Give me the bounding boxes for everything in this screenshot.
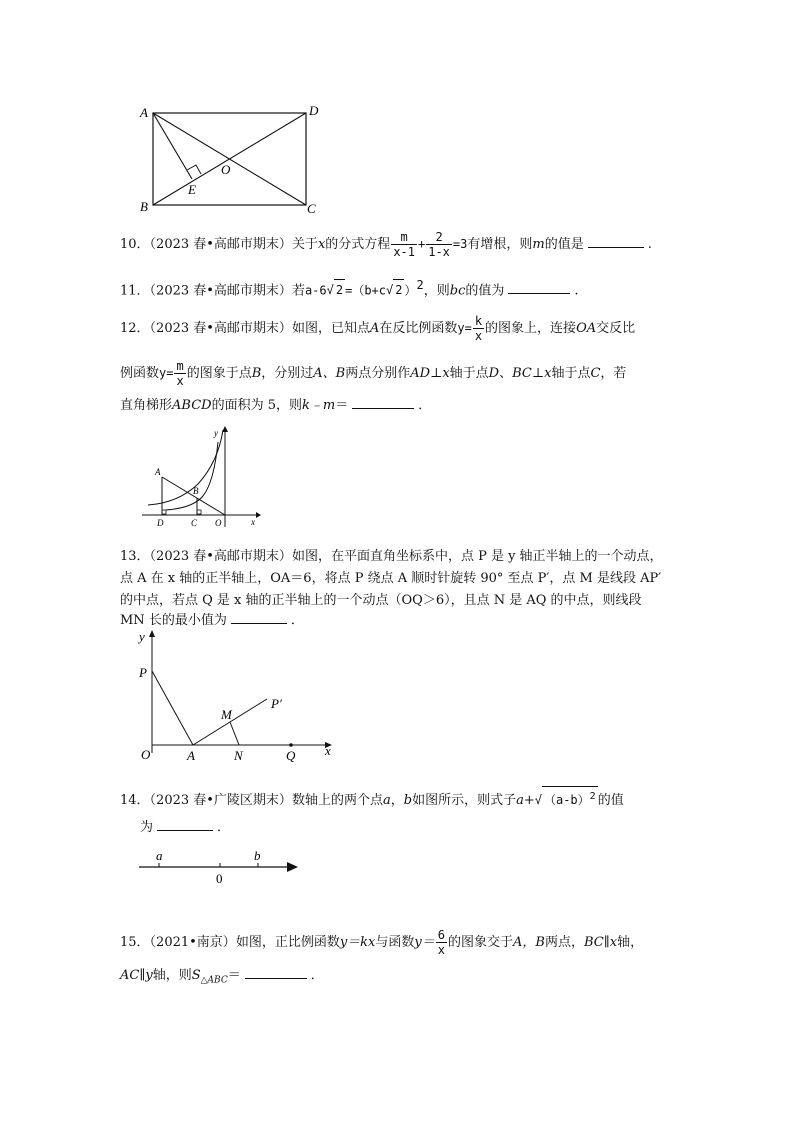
q15-answer-blank[interactable]	[245, 966, 307, 979]
q12-text-5: 例函数	[120, 366, 160, 381]
label-e: E	[188, 182, 196, 197]
q12-point-c: C	[590, 366, 601, 381]
right-angle-c	[197, 510, 201, 514]
question-13-line-3	[120, 591, 642, 611]
q11-var-bc: bc	[449, 283, 466, 299]
label-y: y	[214, 428, 218, 438]
rotation-figure	[135, 625, 340, 765]
q12-number: 12．	[120, 321, 150, 336]
label-a: a	[156, 848, 163, 863]
label-d: D	[157, 518, 164, 528]
q12-fraction-k	[473, 314, 484, 343]
q10-var-m: m	[532, 237, 545, 252]
q14-var-b: b	[403, 793, 413, 808]
label-m: M	[221, 707, 232, 722]
q14-expr-a: a+	[516, 793, 535, 808]
label-p-prime: P′	[271, 696, 282, 711]
q12-frac2-num: m	[176, 359, 184, 373]
q11-text-post: ，则	[423, 283, 450, 299]
question-14-line-2	[140, 818, 230, 838]
q12-text-13: 的面积为 5，则	[211, 398, 302, 413]
q15-equals: ＝	[227, 968, 241, 983]
q12-text-6: 的图象于点	[186, 366, 252, 381]
q12-source: （2023 春•高邮市期末）	[149, 321, 292, 336]
q14-comma: ，	[390, 793, 404, 808]
label-a: A	[140, 105, 148, 120]
q11-expr-close: ）	[404, 283, 417, 298]
q15-ac: AC	[120, 968, 140, 983]
q12-text-1: 如图，已知点	[291, 321, 370, 336]
q14-text-2: 如图所示，则式子	[412, 793, 517, 808]
label-b: B	[193, 486, 199, 496]
segment-mn	[230, 722, 239, 745]
q12-point-a: A	[369, 321, 380, 336]
q12-end: ．	[418, 398, 432, 413]
q10-number: 10．	[120, 237, 150, 252]
q10-equals: =3	[452, 237, 468, 251]
q13-source: （2023 春•高邮市期末）	[149, 549, 292, 564]
q12-text-11: ，若	[600, 366, 627, 381]
q10-frac2-den: 1-x	[428, 245, 450, 259]
question-11: 11．（2023 春•高邮市期末）若a-6√ 2 =（b+c√ 2 ）$^2$，则bc的值为 .	[120, 278, 579, 299]
q10-frac1-den: x-1	[393, 245, 415, 259]
q10-plus: +	[418, 237, 426, 251]
question-13-line-2	[120, 569, 661, 589]
q13-answer-blank[interactable]	[231, 611, 287, 624]
q11-sqrt: √ 2	[327, 283, 345, 297]
q12-text-3: 的图象上，连接	[485, 321, 577, 336]
q12-perp-2: ⊥	[531, 366, 545, 381]
q12-ad: AD	[410, 366, 431, 381]
q13-text-3: 的中点，若点 Q 是 x 轴的正半轴上的一个动点（OQ＞6），且点 N 是 AQ 的中点，则线段	[120, 593, 642, 608]
point-q	[289, 743, 293, 747]
rectangle-figure	[130, 100, 330, 215]
q14-power: 2	[589, 791, 596, 802]
q14-source: （2023 春•广陵区期末）	[149, 793, 292, 808]
q12-text-12: 直角梯形	[120, 398, 173, 413]
q15-parallel-1: ∥	[603, 935, 610, 950]
label-c: C	[307, 201, 316, 215]
label-y: y	[139, 629, 145, 644]
q10-frac2-num: 2	[426, 230, 452, 245]
label-o: O	[141, 747, 151, 762]
q10-source: （2023 春•高邮市期末）	[149, 237, 292, 252]
q12-frac2-den: x	[176, 374, 184, 388]
q15-fraction	[436, 928, 447, 957]
q15-text-5: 轴，	[617, 935, 644, 950]
label-o: O	[215, 518, 222, 528]
q15-number: 15．	[120, 935, 150, 950]
q12-text-7: ，分别过	[261, 366, 314, 381]
segment-pa	[152, 671, 193, 745]
q14-answer-blank[interactable]	[157, 818, 213, 831]
q14-var-a: a	[382, 793, 391, 808]
q12-point-d: D	[488, 366, 500, 381]
q15-s: S	[191, 968, 201, 983]
q12-abcd: ABCD	[172, 398, 212, 413]
label-b: B	[140, 199, 148, 214]
q14-number: 14．	[120, 793, 150, 808]
q14-text-3: 的值	[597, 793, 624, 808]
q12-answer-blank[interactable]	[352, 396, 414, 409]
label-a: A	[187, 748, 195, 763]
q11-sqrt-val-2: 2	[393, 279, 404, 300]
q10-text-mid: 的分式方程	[325, 237, 391, 252]
label-a: A	[155, 467, 161, 477]
x-axis-arrow	[256, 512, 261, 518]
q12-frac-num: k	[474, 314, 483, 328]
q12-y-eq: y=	[457, 321, 472, 335]
label-q: Q	[286, 748, 296, 763]
question-12-line-3	[120, 396, 431, 416]
q12-points-ab: A、B	[313, 366, 346, 381]
q15-text-2: 与函数	[375, 935, 415, 950]
q13-text-4: MN 长的最小值为	[120, 613, 227, 628]
q11-power: 2	[416, 278, 424, 292]
q13-text-2: 点 A 在 x 轴的正半轴上，OA＝6，将点 P 绕点 A 顺时针旋转 90° 至点 P′，点 M 是线段 AP′	[120, 571, 662, 586]
q15-parallel-2: ∥	[139, 968, 146, 983]
q15-text-6: 轴，则	[152, 968, 192, 983]
question-14-line-1	[120, 786, 624, 811]
q11-expr-left: a-6	[304, 283, 327, 298]
number-line-arrow	[287, 862, 298, 872]
label-c: C	[191, 518, 198, 528]
q15-source: （2021•南京）	[149, 935, 236, 950]
q10-text-end: 的值是	[544, 237, 584, 252]
q12-text-10: 轴于点	[551, 366, 591, 381]
q11-text-end: 的值为	[465, 283, 505, 299]
q12-sep: 、	[499, 366, 513, 381]
y-axis-arrow	[149, 630, 155, 637]
perpendicular-ae	[153, 113, 192, 179]
q12-text-9: 轴于点	[449, 366, 489, 381]
q15-text-1: 如图，正比例函数	[235, 935, 340, 950]
q12-text-8: 两点分别作	[345, 366, 411, 381]
question-15-line-2	[120, 966, 324, 991]
q10-fraction-2	[426, 230, 452, 259]
q10-text-post: 有增根，则	[467, 237, 533, 252]
right-angle-mark	[187, 165, 201, 174]
q12-equals: ＝	[335, 398, 349, 413]
right-angle-d	[162, 510, 166, 514]
label-zero: 0	[216, 871, 223, 886]
q12-bc: BC	[512, 366, 532, 381]
q11-number: 11．	[120, 283, 150, 299]
q12-perp-1: ⊥	[430, 366, 443, 381]
q11-sqrt-val: 2	[334, 279, 345, 300]
q12-k-minus-m: k﹣m	[301, 398, 336, 413]
q14-text-1: 数轴上的两个点	[291, 793, 383, 808]
q10-answer-blank[interactable]	[588, 235, 644, 248]
q15-end: ．	[310, 968, 324, 983]
q15-y: y	[145, 968, 153, 983]
q11-expr-eq: =（b+c	[345, 283, 387, 298]
q12-oa: OA	[576, 321, 597, 336]
q10-var-x: x	[317, 237, 326, 252]
question-15-line-1	[120, 928, 643, 957]
q14-end: ．	[217, 820, 231, 835]
q10-fraction-1	[391, 230, 417, 259]
label-x: x	[251, 517, 255, 527]
label-p: P	[139, 665, 147, 680]
question-12-line-2	[120, 359, 626, 388]
q13-end: ．	[290, 613, 304, 628]
label-d: D	[309, 103, 319, 118]
q14-sqrt-body	[542, 786, 598, 810]
q15-bc: BC	[583, 935, 604, 950]
q15-text-3: 的图象交于	[448, 935, 514, 950]
q12-point-b: B	[251, 366, 262, 381]
q12-frac-den: x	[474, 329, 483, 343]
label-x: x	[325, 743, 331, 758]
label-b: b	[254, 848, 261, 863]
q15-eq-1: y＝kx	[339, 935, 376, 950]
number-line-figure	[135, 845, 305, 887]
q12-x-2: x	[544, 366, 552, 381]
q11-answer-blank[interactable]	[508, 281, 570, 294]
q15-points-ab: A，B	[513, 935, 545, 950]
question-12-line-1	[120, 314, 635, 343]
q12-text-2: 在反比例函数	[379, 321, 458, 336]
label-n: N	[234, 748, 243, 763]
q12-x-1: x	[442, 366, 450, 381]
question-10: 10．（2023 春•高邮市期末）关于x的分式方程 $\frac{m}{x-1}$ + $\frac{2}{1-x}$ =3有增根，则m的值是 .	[120, 230, 652, 259]
q15-x: x	[609, 935, 618, 950]
q15-frac-den: x	[437, 943, 445, 957]
q14-text-4: 为	[140, 820, 154, 835]
q11-sqrt-2: √ 2	[386, 283, 404, 297]
q12-y-eq-2: y=	[159, 366, 174, 380]
hyperbola-figure	[138, 424, 263, 532]
q15-sub: △ABC	[200, 975, 228, 986]
q12-text-4: 交反比	[596, 321, 636, 336]
q10-frac1-num: m	[391, 230, 417, 245]
question-13-line-1	[120, 547, 663, 567]
q13-number: 13．	[120, 549, 150, 564]
q11-source: （2023 春•高邮市期末）	[149, 283, 292, 299]
q14-sqrt: √ $(a-b)^2$	[535, 793, 598, 807]
q10-text: 关于	[291, 237, 318, 252]
q15-eq-2: y＝	[414, 935, 435, 950]
q11-text: 若	[291, 283, 305, 299]
label-o: O	[221, 162, 231, 177]
q13-text-1: 如图，在平面直角坐标系中，点 P 是 y 轴正半轴上的一个动点，	[291, 549, 663, 564]
q12-fraction-m	[174, 359, 185, 388]
q15-frac-num: 6	[437, 928, 445, 942]
q15-text-4: 两点，	[544, 935, 584, 950]
q14-sqrt-inner: （a-b）	[543, 793, 590, 807]
